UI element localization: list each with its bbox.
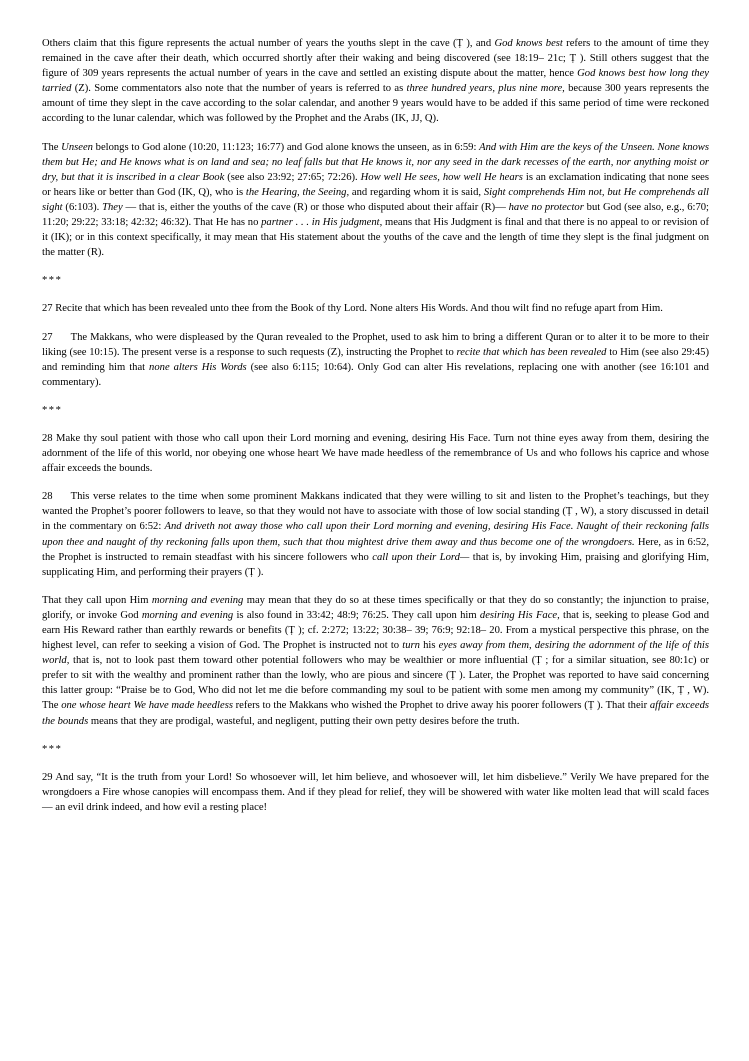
- text-run: means that His Judgment is final and that there is no appeal to or revision of it (IK); or in this context specifically, it may mean that His statement about the youths of the cave and the length of time they slept is the final judgment on the matter (R).: [42, 217, 709, 259]
- italic-run: one whose heart We have made heedless: [61, 700, 233, 712]
- italic-run: Unseen: [61, 141, 93, 153]
- body-paragraph: [42, 593, 709, 729]
- italic-run: have no protector: [508, 201, 584, 213]
- italic-run: three hundred years, plus nine more,: [406, 83, 565, 95]
- text-run: This verse relates to the time when some prominent Makkans indicated that they were willing to sit and listen to the Prophet’s teachings, but they wanted the Prophet’s poorer followers to leave, so that they would not have to associate with those of low social standing (Ṭ , W), a story discussed in detail in the commentary on 6:52:: [42, 491, 709, 533]
- text-run: (see also 23:92; 27:65; 72:26).: [224, 171, 361, 183]
- text-run: and regarding whom it is said,: [349, 186, 484, 198]
- text-run: 27: [42, 331, 53, 343]
- text-run: means that they are prodigal, wasteful, and negligent, putting their own petty desires before the truth.: [88, 715, 520, 727]
- text-run: (6:103).: [62, 201, 103, 213]
- text-run: The: [42, 141, 62, 153]
- italic-run: morning and evening: [151, 594, 244, 606]
- text-run: that is, by invoking Him, praising and glorifying Him, supplicating Him, and performing their prayers (Ṭ ).: [42, 551, 709, 578]
- text-run: The Makkans, who were displeased by the Quran revealed to the Prophet, used to ask him to bring a different Quran or to alter it to be more to their liking (see 10:15). The present verse is a response to such requests (Z), instructing the Prophet to: [42, 331, 709, 358]
- body-paragraph: [42, 431, 709, 476]
- text-run: is an exclamation indicating that none sees or hears like or better than God (IK, Q), who is: [42, 171, 709, 198]
- text-run: That they call upon Him: [42, 594, 152, 606]
- text-run: is also found in 33:42; 48:9; 76:25. They call upon him: [233, 609, 480, 621]
- text-run: his: [419, 640, 439, 652]
- italic-run: desiring His Face,: [479, 609, 560, 621]
- body-paragraph: [42, 301, 709, 316]
- body-paragraph: [42, 770, 709, 815]
- text-run: Here, as in 6:52, the Prophet is instructed to remain steadfast with his sincere followers who: [42, 536, 710, 563]
- text-run: to Him (see also 29:45) and reminding him that: [42, 346, 709, 373]
- italic-run: none alters His Words: [149, 361, 247, 373]
- text-run: but God (see also, e.g., 6:70; 11:20; 29:22; 33:18; 42:32; 46:32). That He has no: [42, 201, 709, 229]
- italic-run: turn: [402, 640, 420, 652]
- text-run: may mean that they do so at these times specifically or that they do so constantly; the injunction to praise, glorify, or invoke God: [42, 594, 709, 621]
- italic-run: call upon their Lord—: [372, 551, 470, 563]
- italic-run: God knows best: [494, 38, 563, 49]
- text-run: belongs to God alone (10:20, 11:123; 16:77) and God alone knows the unseen, as in 6:59:: [92, 141, 480, 153]
- italic-run: And with Him are the keys of the Unseen. None knows them but He; and He knows what is on land and sea; no leaf falls but that He knows it, nor any seed in the dark recesses of the earth, nor anything moist or dry, but that it is inscribed in a clear Book: [42, 141, 710, 183]
- italic-run: How well He sees, how well He hears: [360, 171, 523, 183]
- text-run: because 300 years represents the amount of time they slept in the cave according to the solar calendar, and another 9 years would have to be added if this same period of time were reckoned according to the lunar calendar, which was followed by the Prophet and the Arabs (IK, JJ, Q).: [42, 83, 709, 125]
- text-run: 27 Recite that which has been revealed unto thee from the Book of thy Lord. None alters His Words. And thou wilt find no refuge apart from Him.: [42, 303, 663, 315]
- italic-run: And driveth not away those who call upon their Lord morning and evening, desiring His Face. Naught of their reckoning falls upon thee and naught of thy reckoning falls upon them, such that thou mightest drive them away and thus become one of the wrongdoers.: [42, 521, 709, 548]
- text-run: — that is, either the youths of the cave (R) or those who disputed about their affair (R)—: [122, 201, 509, 213]
- text-run: (Z). Some commentators also note that the number of years is referred to as: [71, 83, 407, 95]
- text-run: that is, seeking to please God and earn His Reward rather than earthly rewards or benefits (Ṭ ); cf. 2:272; 13:22; 30:38– 39; 76:9; 92:18– 20. From a mystical perspective this phrase, on the highest level, can refer to seeking a vision of God. The Prophet is instructed not to: [42, 609, 709, 652]
- italic-run: They: [102, 201, 123, 213]
- text-run: refers to the amount of time they remained in the cave after their death, which occurred shortly after their waking and being discovered (see 18:19– 21c; Ṭ ). Still others suggest that the figure of 309 years represents the actual number of years in the cave and settled an existing dispute about the matter, hence: [42, 38, 709, 80]
- italic-run: partner . . . in His judgment,: [261, 217, 383, 229]
- section-divider: ***: [42, 275, 63, 287]
- italic-run: recite that which has been revealed: [456, 346, 607, 358]
- italic-run: morning and evening: [141, 609, 234, 621]
- italic-run: eyes away from them, desiring the adornment of the life of this world,: [42, 640, 709, 667]
- text-run: (see also 6:115; 10:64). Only God can alter His revelations, replacing one with another (see 16:101 and commentary).: [42, 361, 709, 388]
- text-run: Others claim that this figure represents the actual number of years the youths slept in the cave (Ṭ ), and: [42, 38, 495, 49]
- italic-run: the Hearing, the Seeing,: [245, 186, 350, 198]
- text-run: 28: [42, 491, 53, 503]
- section-divider: ***: [42, 743, 63, 755]
- text-run: that is, not to look past them toward other potential followers who may be wealthier or more influential (Ṭ ; for a similar situation, see 80:1c) or prefer to sit with the wealthy and prominent rather than the lowly, who are pious and sincere (Ṭ ). Later, the Prophet was reported to have said concerning this latter group: “Praise be to God, Who did not let me die before commanding my soul to be patient with some men among my community” (IK, Ṭ , W). The: [42, 655, 709, 712]
- body-paragraph: [42, 489, 709, 580]
- text-run: 28 Make thy soul patient with those who call upon their Lord morning and evening, desiring His Face. Turn not thine eyes away from them, desiring the adornment of the life of this world, nor obeying one whose heart We have made heedless of the remembrance of Us and who follows his caprice and whose affair exceeds the bounds.: [42, 432, 709, 475]
- page-content: [42, 36, 709, 815]
- italic-run: God knows best how long they tarried: [42, 68, 709, 95]
- italic-run: affair exceeds the bounds: [42, 700, 710, 727]
- italic-run: Sight comprehends Him not, but He comprehends all sight: [42, 186, 709, 213]
- body-paragraph: [42, 330, 709, 390]
- text-run: 29 And say, “It is the truth from your Lord! So whosoever will, let him believe, and whosoever will, let him disbelieve.” Verily We have prepared for the wrongdoers a Fire whose canopies will encompass them. And if they plead for relief, they will be showered with water like molten lead that will scald faces— an evil drink indeed, and how evil a resting place!: [42, 771, 709, 813]
- section-divider: ***: [42, 404, 63, 416]
- body-paragraph: [42, 140, 709, 261]
- text-run: refers to the Makkans who wished the Prophet to drive away his poorer followers (Ṭ ). That their: [232, 700, 650, 712]
- body-paragraph: [42, 36, 709, 127]
